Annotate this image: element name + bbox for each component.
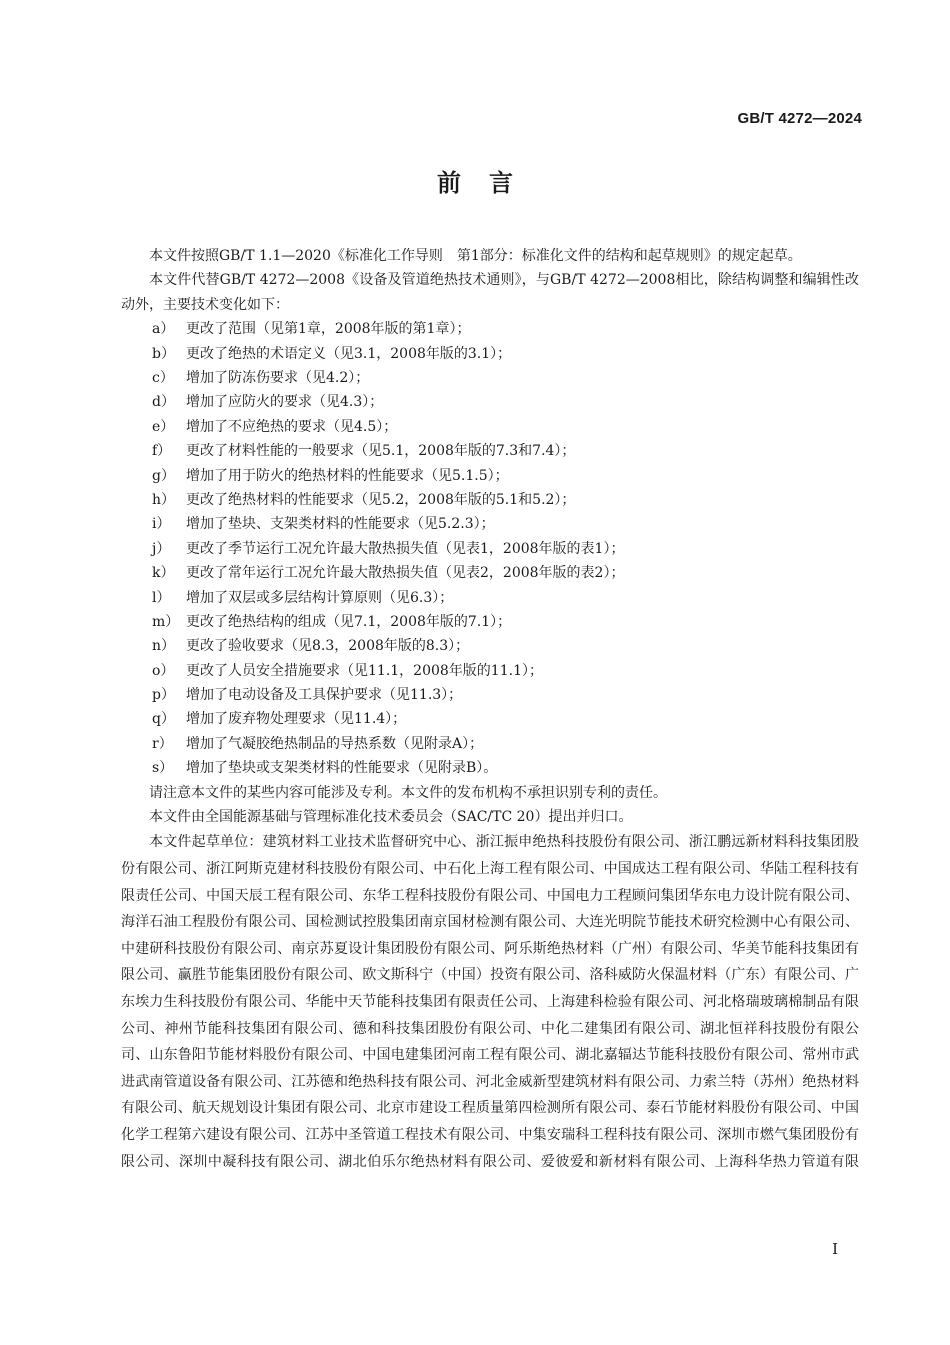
list-item-marker: i） [152,516,171,533]
list-item [121,586,859,610]
list-item-marker: r） [152,735,173,752]
list-item [121,342,859,366]
list-item-text: 更改了验收要求（见8.3，2008年版的8.3）； [186,638,470,655]
list-item-text: 增加了电动设备及工具保护要求（见11.3）； [186,687,463,704]
list-item-marker: o） [152,662,175,679]
list-item-text: 增加了用于防火的绝热材料的性能要求（见5.1.5）； [186,467,509,484]
list-item [121,610,859,634]
list-item-text: 更改了常年运行工况允许最大散热损失值（见表2，2008年版的表2）； [186,565,625,582]
list-item-marker: p） [152,687,175,704]
standard-code: GB/T 4272—2024 [737,110,862,127]
list-item-text: 增加了气凝胶绝热制品的导热系数（见附录A）； [186,735,484,752]
list-item-marker: a） [152,321,175,338]
list-item [121,561,859,585]
list-item-marker: j） [152,540,171,557]
list-item-text: 增加了应防火的要求（见4.3）； [186,394,384,411]
list-item [121,707,859,731]
list-item-text: 增加了不应绝热的要求（见4.5）； [186,418,398,435]
document-body [121,244,859,1175]
list-item-text: 增加了废弃物处理要求（见11.4）； [186,711,407,728]
list-item-text: 更改了范围（见第1章，2008年版的第1章）； [186,321,471,338]
list-item [121,317,859,341]
page-title: 前言 [437,169,541,197]
list-item [121,415,859,439]
list-item-marker: c） [152,370,174,386]
list-item-text: 增加了垫块或支架类材料的性能要求（见附录B）。 [186,760,498,777]
patent-paragraph: 请注意本文件的某些内容可能涉及专利。本文件的发布机构不承担识别专利的责任。 [149,784,667,801]
list-item-marker: d） [152,394,175,411]
list-item-text: 更改了绝热的术语定义（见3.1，2008年版的3.1）； [186,345,512,362]
list-item-text: 更改了季节运行工况允许最大散热损失值（见表1，2008年版的表1）； [186,540,625,557]
drafting-units-paragraph: 本文件起草单位：建筑材料工业技术监督研究中心、浙江振申绝热科技股份有限公司、浙江鹏远新材料科技集团股份有限公司、浙江阿斯克建材科技股份有限公司、中石化上海工程有限公司、中国成达工程有限公司、华陆工程科技有限责任公司、中国天辰工程有限公司、东华工程科技股份有限公司、中国电力工程顾问集团华东电力设计院有限公司、海洋石油工程股份有限公司、国检测试控股集团南京国材检测有限公司、大连光明院节能技术研究检测中心有限公司、中建研科技股份有限公司、南京苏夏设计集团股份有限公司、阿乐斯绝热材料（广州）有限公司、华美节能科技集团有限公司、赢胜节能集团股份有限公司、欧文斯科宁（中国）投资有限公司、洛科威防火保温材料（广东）有限公司、广东埃力生科技股份有限公司、华能中天节能科技集团有限责任公司、上海建科检验有限公司、河北格瑞玻璃棉制品有限公司、神州节能科技集团有限公司、德和科技集团股份有限公司、中化二建集团有限公司、湖北恒祥科技股份有限公司、山东鲁阳节能材料股份有限公司、中国电建集团河南工程有限公司、湖北嘉辐达节能科技股份有限公司、常州市武进武南管道设备有限公司、江苏德和绝热科技有限公司、河北金威新型建筑材料有限公司、力索兰特（苏州）绝热材料有限公司、航天规划设计集团有限公司、北京市建设工程质量第四检测所有限公司、泰石节能材料股份有限公司、中国化学工程第六建设有限公司、江苏中圣管道工程技术有限公司、中集安瑞科工程科技有限公司、深圳市燃气集团股份有限公司、深圳中凝科技有限公司、湖北伯乐尔绝热材料有限公司、爱彼爱和新材料有限公司、上海科华热力管道有限 [121,834,859,1170]
list-item-marker: l） [152,589,171,606]
list-item [121,512,859,536]
list-item-text: 增加了防冻伤要求（见4.2）； [186,370,370,386]
list-item [121,488,859,512]
list-item-text: 增加了双层或多层结构计算原则（见6.3）； [186,589,454,606]
list-item-marker: k） [152,565,175,582]
proposed-paragraph: 本文件由全国能源基础与管理标准化技术委员会（SAC/TC 20）提出并归口。 [149,809,633,826]
list-item [121,659,859,683]
page-number: I [832,1240,838,1258]
list-item-marker: h） [152,491,176,508]
replaces-paragraph: 本文件代替GB/T 4272—2008《设备及管道绝热技术通则》，与GB/T 4272—2008相比，除结构调整和编辑性改动外，主要技术变化如下： [121,272,859,313]
intro-paragraph: 本文件按照GB/T 1.1—2020《标准化工作导则 第1部分：标准化文件的结构和起草规则》的规定起草。 [149,248,802,264]
list-item-marker: e） [152,418,175,435]
list-item [121,732,859,756]
list-item-marker: q） [152,711,175,728]
list-item [121,366,859,390]
changes-list [121,317,859,780]
list-item-marker: m） [152,613,180,630]
list-item [121,634,859,658]
list-item [121,464,859,488]
list-item [121,756,859,780]
list-item-marker: g） [152,467,175,484]
list-item-text: 更改了人员安全措施要求（见11.1，2008年版的11.1）； [186,662,543,679]
list-item-text: 更改了绝热结构的组成（见7.1，2008年版的7.1）； [186,613,512,630]
list-item [121,390,859,414]
list-item-marker: f） [152,443,172,460]
list-item-marker: n） [152,638,176,655]
list-item [121,537,859,561]
list-item-marker: s） [152,760,174,777]
list-item-marker: b） [152,345,175,362]
list-item-text: 增加了垫块、支架类材料的性能要求（见5.2.3）； [186,516,495,533]
list-item [121,439,859,463]
list-item-text: 更改了材料性能的一般要求（见5.1，2008年版的7.3和7.4）； [186,443,576,460]
list-item [121,683,859,707]
list-item-text: 更改了绝热材料的性能要求（见5.2，2008年版的5.1和5.2）； [186,491,576,508]
